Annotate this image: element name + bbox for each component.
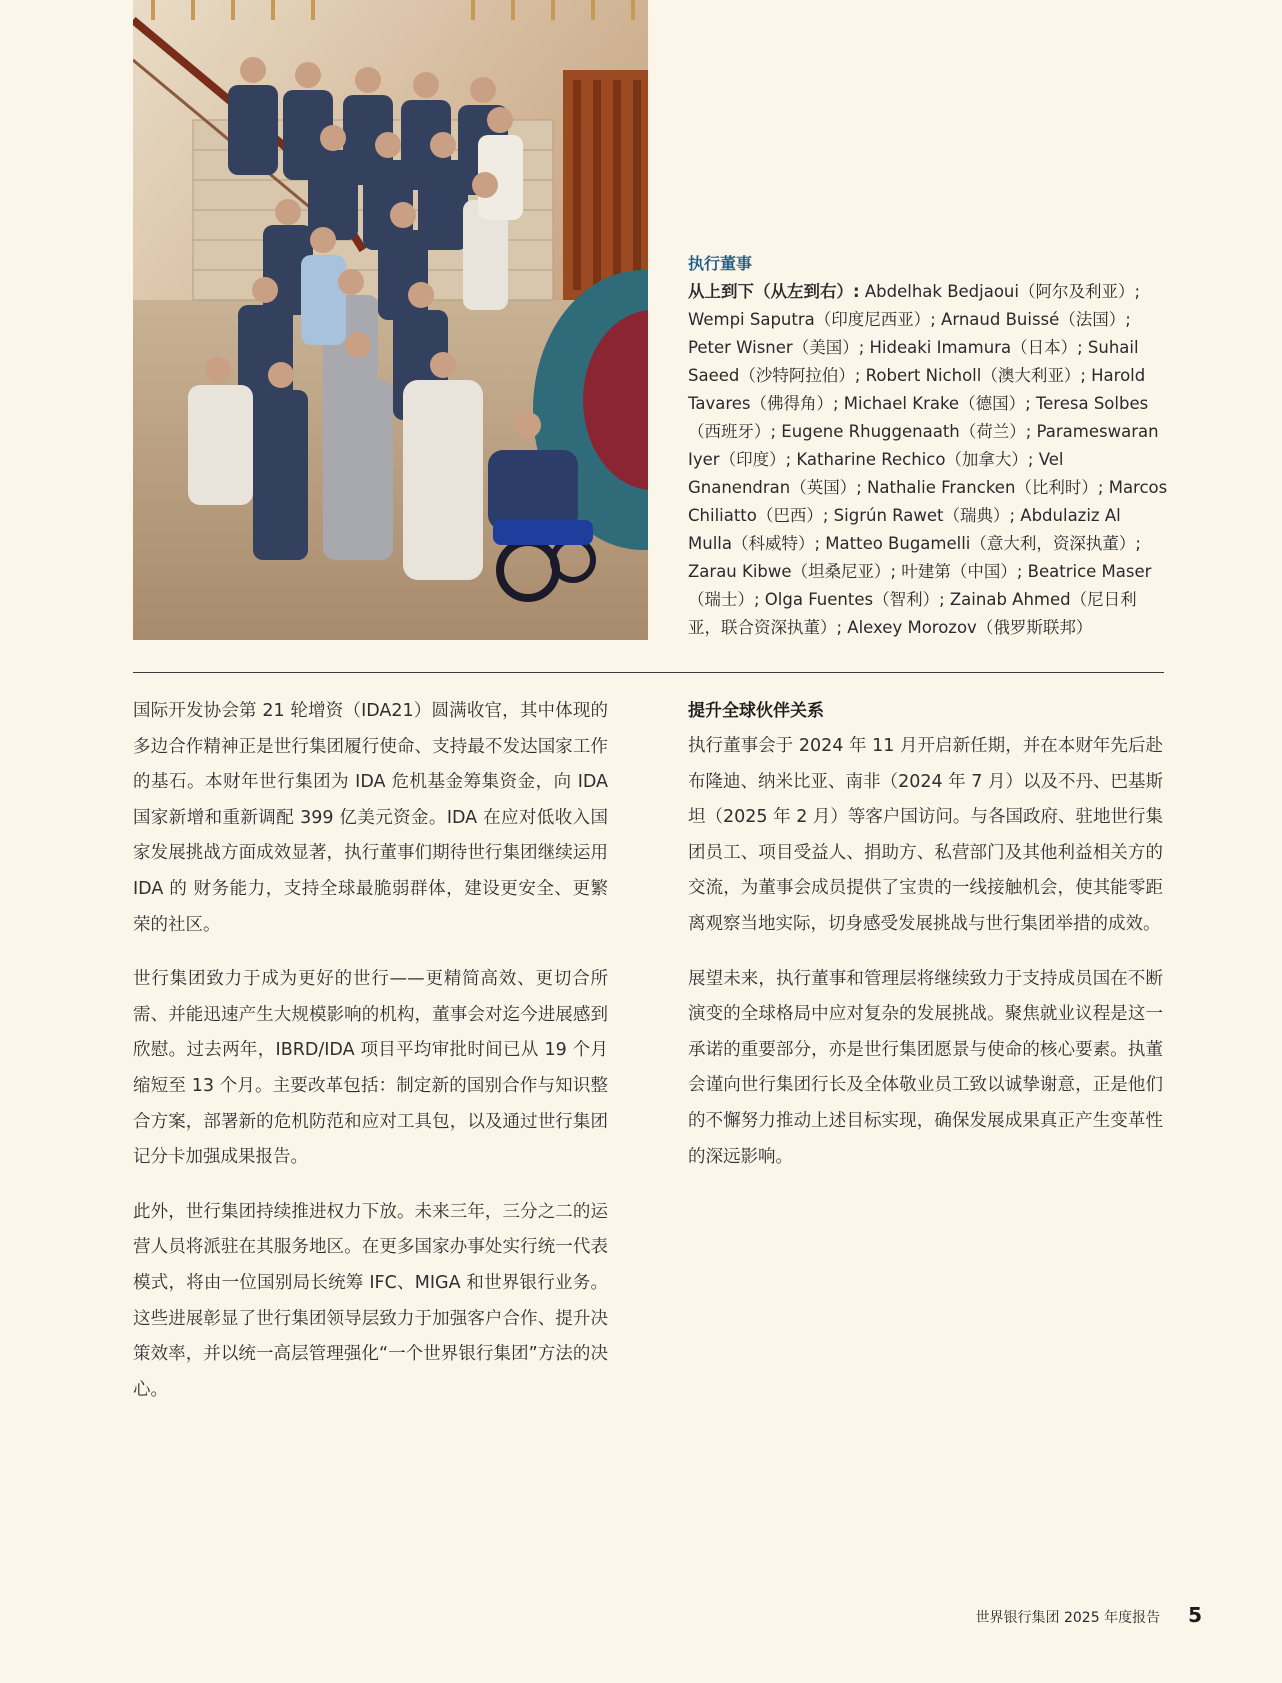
group-photo bbox=[133, 0, 648, 640]
group-photo-icon bbox=[133, 0, 648, 640]
paragraph: 展望未来，执行董事和管理层将继续致力于支持成员国在不断演变的全球格局中应对复杂的发展挑战。聚焦就业议程是这一承诺的重要部分，亦是世行集团愿景与使命的核心要素。执董会谨向世行集团行长及全体敬业员工致以诚挚谢意，正是他们的不懈努力推动上述目标实现，确保发展成果真正产生变革性的深远影响。 bbox=[688, 968, 1163, 1167]
caption-heading: 执行董事 bbox=[688, 254, 753, 273]
section-heading: 提升全球伙伴关系 bbox=[688, 701, 824, 721]
paragraph: 此外，世行集团持续推进权力下放。未来三年，三分之二的运营人员将派驻在其服务地区。在更多国家办事处实行统一代表模式，将由一位国别局长统筹 IFC、MIGA 和世界银行业务。这些进展彰显了世行集团领导层致力于加强客户合作、提升决策效率，并以统一高层管理强化“一个世界银行集团”方法的决心。 bbox=[133, 1201, 608, 1400]
caption-body bbox=[688, 278, 1168, 642]
photo-caption bbox=[688, 250, 1168, 642]
paragraph: 世行集团致力于成为更好的世行——更精简高效、更切合所需、并能迅速产生大规模影响的机构，董事会对迄今进展感到欣慰。过去两年，IBRD/IDA 项目平均审批时间已从 19 个月缩短至 13 个月。主要改革包括：制定新的国别合作与知识整合方案，部署新的危机防范和应对工具包，以及通过世行集团记分卡加强成果报告。 bbox=[133, 969, 608, 1168]
right-column bbox=[688, 694, 1163, 1194]
paragraph: 执行董事会于 2024 年 11 月开启新任期，并在本财年先后赴布隆迪、纳米比亚、南非（2024 年 7 月）以及不丹、巴基斯坦（2025 年 2 月）等客户国访问。与各国政府、驻地世行集团员工、项目受益人、捐助方、私营部门及其他利益相关方的交流，为董事会成员提供了宝贵的一线接触机会，使其能零距离观察当地实际，切身感受发展挑战与世行集团举措的成效。 bbox=[688, 736, 1163, 934]
paragraph: 国际开发协会第 21 轮增资（IDA21）圆满收官，其中体现的多边合作精神正是世行集团履行使命、支持最不发达国家工作的基石。本财年世行集团为 IDA 危机基金筹集资金，向 IDA 国家新增和重新调配 399 亿美元资金。IDA 在应对低收入国家发展挑战方面成效显著，执行董事们期待世行集团继续运用 IDA 的 财务能力，支持全球最脆弱群体，建设更安全、更繁荣的社区。 bbox=[133, 701, 608, 935]
caption-names: Abdelhak Bedjaoui（阿尔及利亚）; Wempi Saputra（印度尼西亚）; Arnaud Buissé（法国）; Peter Wisner（美国）; Hideaki Imamura（日本）; Suhail Saeed（沙特阿拉伯）; Robert Nicholl（澳大利亚）; Harold Tavares（佛得角）; Michael Krake（德国）; Teresa Solbes（西班牙）; Eugene Rhuggenaath（荷兰）; Parameswaran Iyer（印度）; Katharine Rechico（加拿大）; Vel Gnanendran（英国）; Nathalie Francken（比利时）; Marcos Chiliatto（巴西）; Sigrún Rawet（瑞典）; Abdulaziz Al Mulla（科威特）; Matteo Bugamelli（意大利，资深执董）; Zarau Kibwe（坦桑尼亚）; 叶建第（中国）; Beatrice Maser（瑞士）; Olga Fuentes（智利）; Zainab Ahmed（尼日利亚，联合资深执董）; Alexey Morozov（俄罗斯联邦） bbox=[688, 282, 1168, 637]
report-title: 世界银行集团 2025 年度报告 bbox=[975, 1610, 1161, 1626]
caption-lead: 从上到下（从左到右）: bbox=[688, 282, 860, 301]
section-divider bbox=[133, 672, 1164, 673]
page-footer bbox=[976, 1603, 1202, 1627]
page-number: 5 bbox=[1188, 1603, 1202, 1627]
left-column bbox=[133, 694, 608, 1427]
